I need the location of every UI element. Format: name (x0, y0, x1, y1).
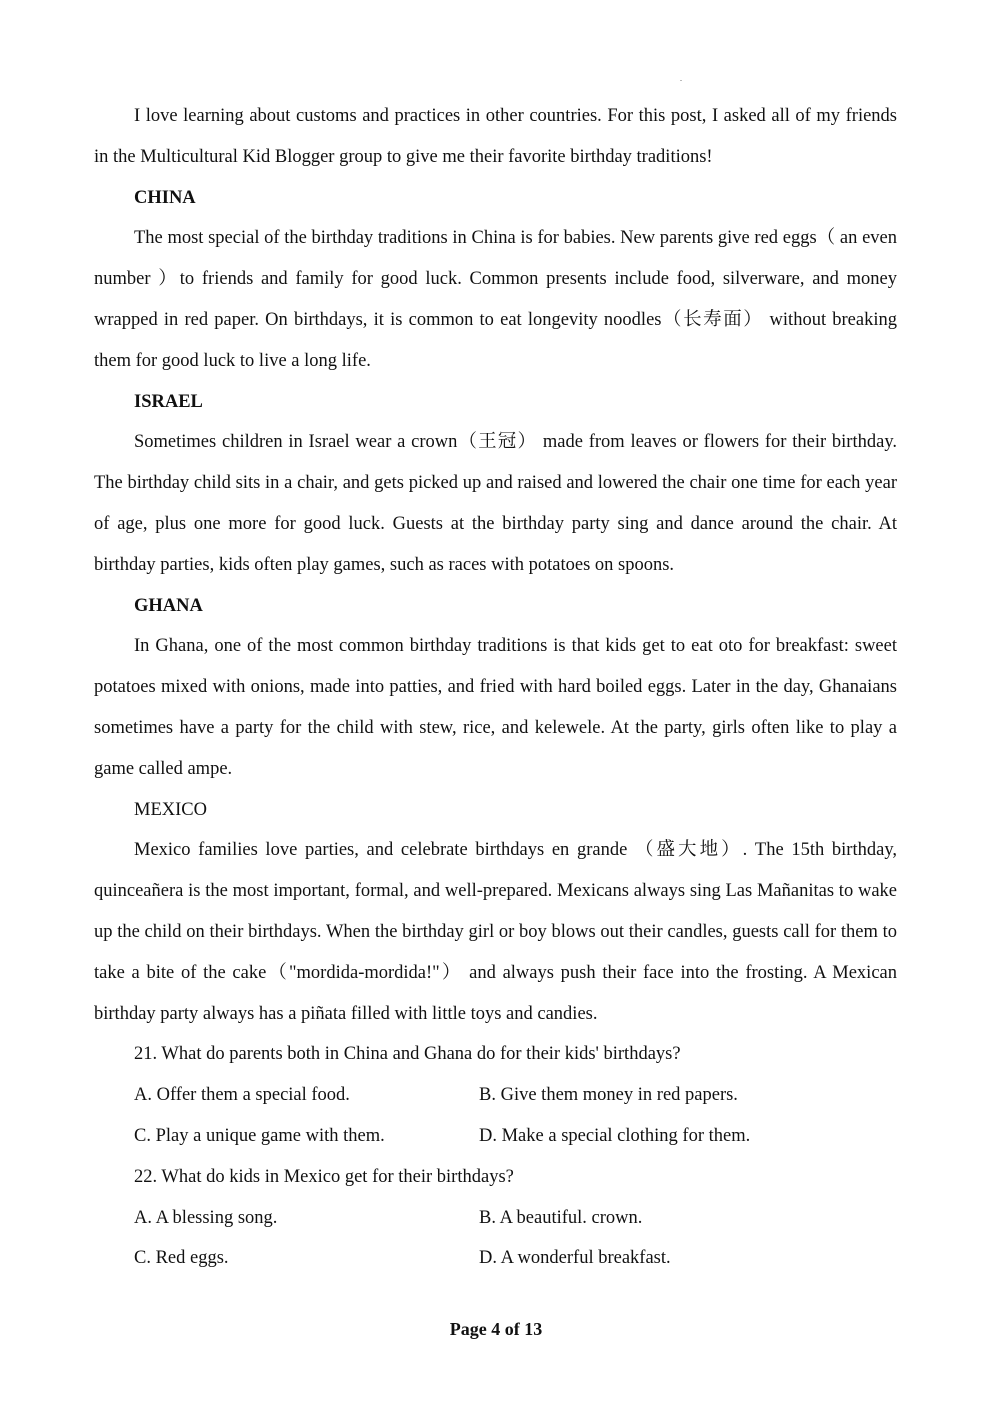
section-text-mexico: Mexico families love parties, and celebrate birthdays en grande （盛大地）. The 15th birthday, quinceañera is the most important, formal, and well-prepared. Mexicans always sing Las Mañanitas to wake up the child on their birthdays. When the birthday girl or boy blows out their candles, guests call for them to take a bite of the cake（"mordida-mordida!"） and always push their face into the frosting. A Mexican birthday party always has a piñata filled with little toys and candies. (94, 840, 897, 1024)
section-heading-ghana: GHANA (134, 595, 203, 616)
question-21-option-a: A. Offer them a special food. (134, 1085, 350, 1106)
section-text-ghana: In Ghana, one of the most common birthday traditions is that kids get to eat oto for breakfast: sweet potatoes mixed with onions, made into patties, and fried with hard boiled eggs. Later in the day, Ghanaians sometimes have a party for the child with stew, rice, and kelewele. At the party, girls often like to play a game called ampe. (94, 636, 897, 779)
question-22-option-d: D. A wonderful breakfast. (479, 1248, 671, 1269)
section-heading-israel: ISRAEL (134, 391, 203, 412)
question-21-option-d: D. Make a special clothing for them. (479, 1125, 751, 1146)
scan-speck (680, 80, 682, 81)
intro-paragraph: I love learning about customs and practices in other countries. For this post, I asked all of my friends in the Multicultural Kid Blogger group to give me their favorite birthday traditions! (94, 106, 897, 167)
question-21-option-c: C. Play a unique game with them. (134, 1125, 385, 1146)
question-21-option-b: B. Give them money in red papers. (479, 1085, 738, 1106)
footer-page-label: Page (449, 1319, 487, 1339)
page-footer (0, 1317, 992, 1341)
question-21-stem: 21. What do parents both in China and Ghana do for their kids' birthdays? (134, 1044, 681, 1065)
section-heading-mexico: MEXICO (134, 799, 207, 820)
question-22-options-row-2 (94, 1238, 897, 1279)
question-21-options-row-2 (94, 1116, 897, 1157)
footer-of-label: of (504, 1319, 520, 1339)
footer-current-page: 4 (491, 1319, 501, 1339)
document-body (94, 96, 897, 1279)
question-21-options-row-1 (94, 1075, 897, 1116)
footer-total-pages: 13 (524, 1319, 543, 1339)
question-22-option-c: C. Red eggs. (134, 1248, 229, 1269)
question-22-stem: 22. What do kids in Mexico get for their birthdays? (134, 1166, 514, 1187)
question-22-option-b: B. A beautiful. crown. (479, 1207, 643, 1228)
section-text-china: The most special of the birthday traditions in China is for babies. New parents give red eggs（ an even number ）to friends and family for good luck. Common presents include food, silverware, and money wrapped in red paper. On birthdays, it is common to eat longevity noodles（长寿面） without breaking them for good luck to live a long life. (94, 228, 897, 371)
question-22-option-a: A. A blessing song. (134, 1207, 278, 1228)
question-22-options-row-1 (94, 1198, 897, 1239)
section-text-israel: Sometimes children in Israel wear a crown（王冠） made from leaves or flowers for their birthday. The birthday child sits in a chair, and gets picked up and raised and lowered the chair one time for each year of age, plus one more for good luck. Guests at the birthday party sing and dance around the chair. At birthday parties, kids often play games, such as races with potatoes on spoons. (94, 432, 897, 575)
section-heading-china: CHINA (134, 187, 196, 208)
